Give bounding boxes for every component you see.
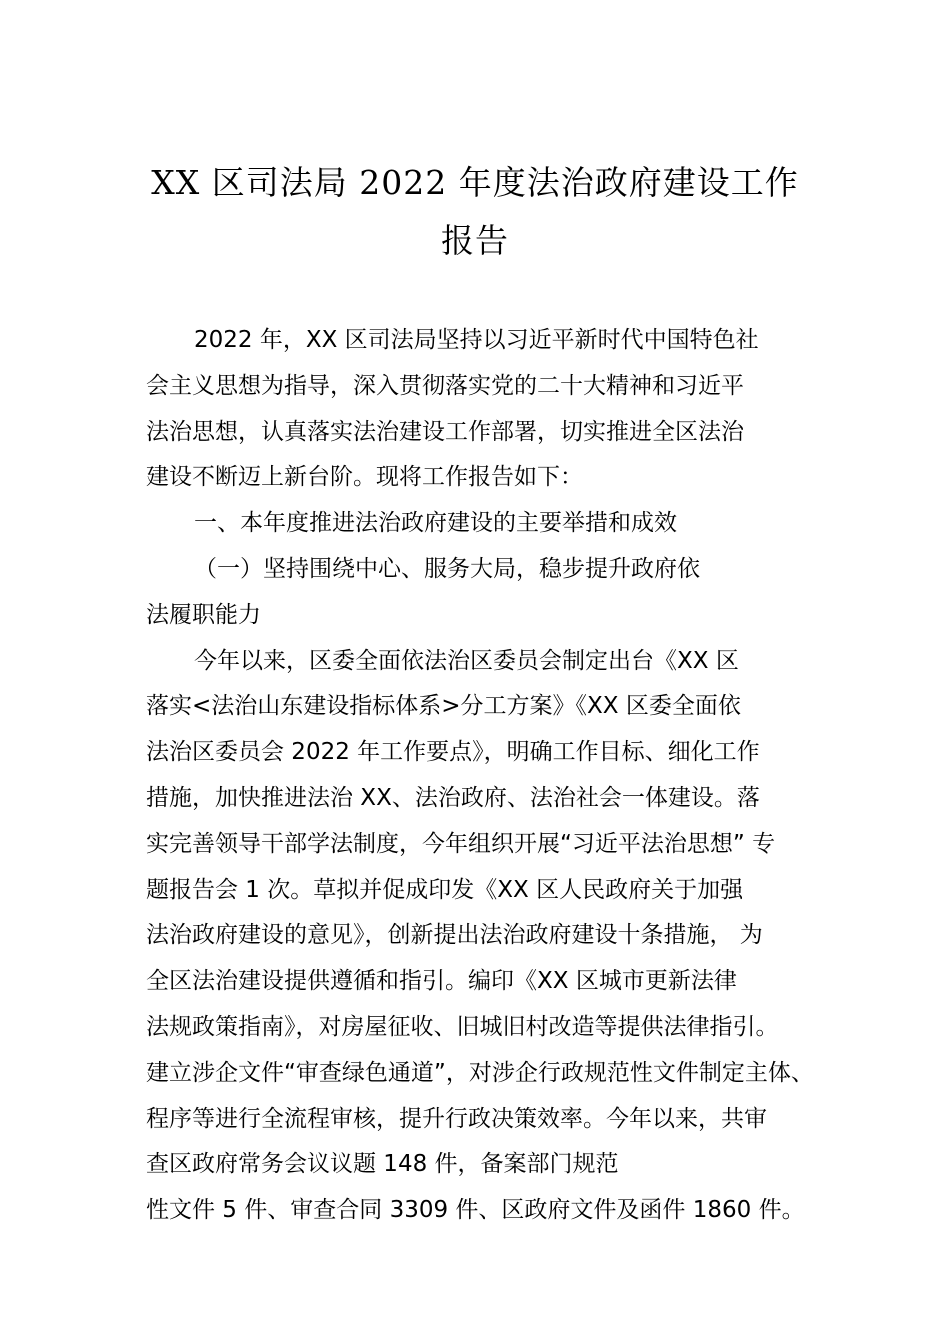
body-line: 今年以来，区委全面依法治区委员会制定出台《XX 区: [194, 647, 739, 674]
body-line: 法规政策指南》，对房屋征收、旧城旧村改造等提供法律指引。: [146, 1013, 779, 1040]
body-line: 性文件 5 件、审查合同 3309 件、区政府文件及函件 1860 件。: [146, 1197, 805, 1224]
title-line-1: XX 区司法局 2022 年度法治政府建设工作: [151, 163, 799, 202]
body-line: 查区政府常务会议议题 148 件，备案部门规范: [146, 1151, 619, 1178]
body-line: 法治政府建设的意见》，创新提出法治政府建设十条措施， 为: [146, 922, 763, 949]
body-line: 落实<法治山东建设指标体系>分工方案》《XX 区委全面依: [146, 693, 741, 720]
subsection-heading-cont: 法履职能力: [146, 601, 261, 628]
body-line: 法治区委员会 2022 年工作要点》，明确工作目标、细化工作: [146, 739, 760, 766]
title-line-2: 报告: [441, 221, 509, 260]
subsection-heading: （一）坚持围绕中心、服务大局，稳步提升政府依: [194, 555, 700, 582]
document-title: [0, 154, 950, 270]
body-line: 建立涉企文件“审查绿色通道”，对涉企行政规范性文件制定主体、: [146, 1059, 814, 1086]
body-line: 建设不断迈上新台阶。现将工作报告如下：: [146, 464, 583, 491]
body-line: 实完善领导干部学法制度，今年组织开展“习近平法治思想” 专: [146, 830, 776, 857]
document-body: [146, 318, 826, 1234]
body-line: 法治思想，认真落实法治建设工作部署，切实推进全区法治: [146, 418, 744, 445]
section-heading: 一、本年度推进法治政府建设的主要举措和成效: [194, 510, 677, 537]
body-line: 2022 年，XX 区司法局坚持以习近平新时代中国特色社: [194, 327, 759, 353]
body-line: 题报告会 1 次。草拟并促成印发《XX 区人民政府关于加强: [146, 876, 744, 903]
body-line: 全区法治建设提供遵循和指引。编印《XX 区城市更新法律: [146, 968, 737, 995]
body-line: 措施，加快推进法治 XX、法治政府、法治社会一体建设。落: [146, 784, 760, 811]
body-line: 程序等进行全流程审核，提升行政决策效率。今年以来，共审: [146, 1105, 767, 1132]
body-line: 会主义思想为指导，深入贯彻落实党的二十大精神和习近平: [146, 372, 744, 399]
